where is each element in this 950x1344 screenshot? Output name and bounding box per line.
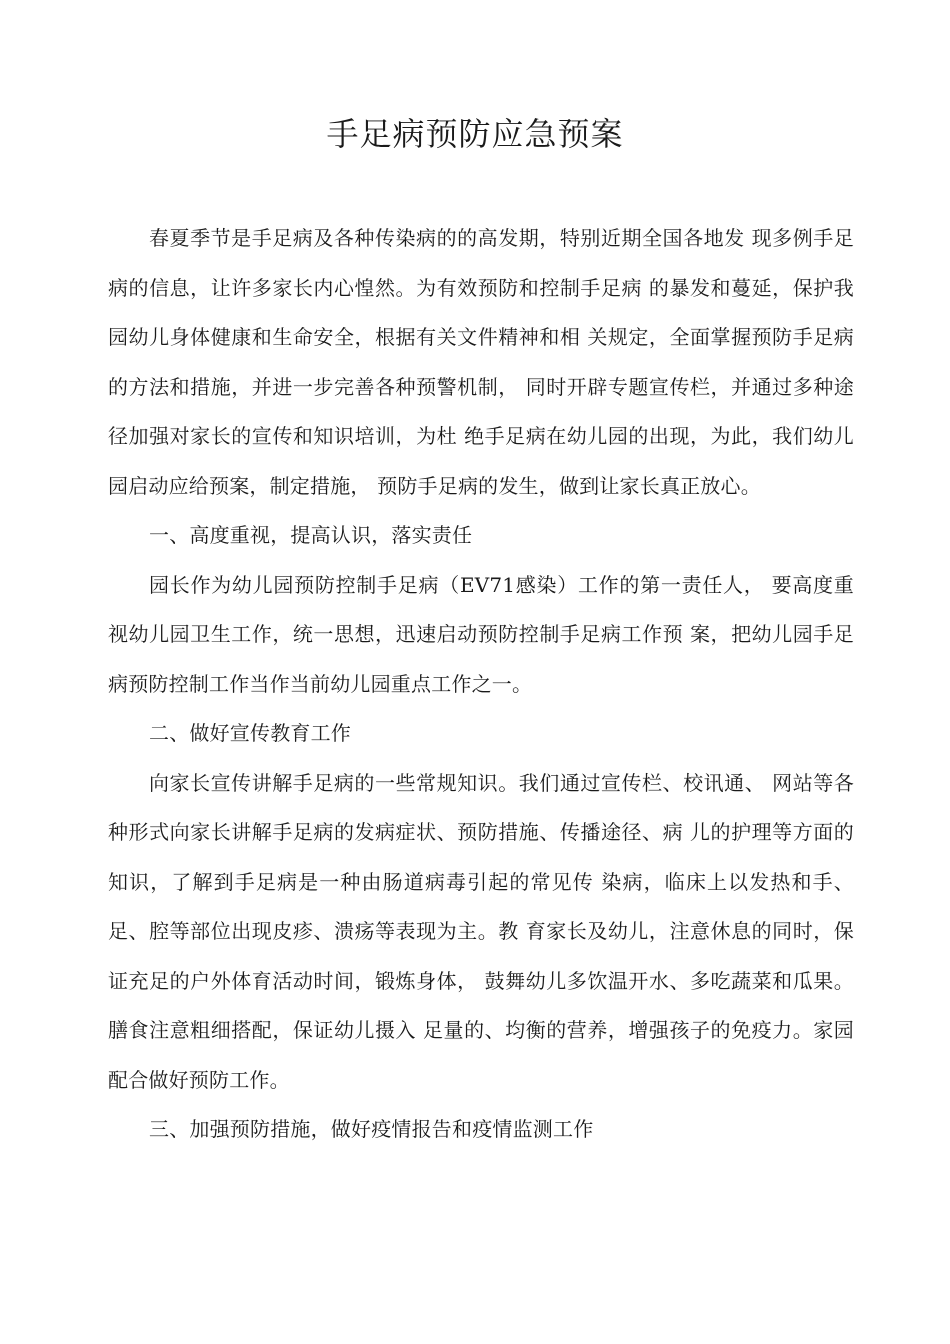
section-heading-3: 三、加强预防措施，做好疫情报告和疫情监测工作 — [149, 1117, 594, 1141]
section-heading-1: 一、高度重视，提高认识，落实责任 — [149, 523, 473, 547]
document-body — [108, 214, 854, 1155]
section-2-paragraph: 向家长宣传讲解手足病的一些常规知识。我们通过宣传栏、校讯通、 网站等各种形式向家长讲解手足病的发病症状、预防措施、传播途径、病 儿的护理等方面的知识，了解到手足病是一种由肠道病毒引起的常见传 染病，临床上以发热和手、足、腔等部位出现皮疹、溃疡等表现为主。教 育家长及幼儿，注意休息的同时，保证充足的户外体育活动时间，锻炼身体， 鼓舞幼儿多饮温开水、多吃蔬菜和瓜果。膳食注意粗细搭配，保证幼儿摄入 足量的、均衡的营养，增强孩子的免疫力。家园配合做好预防工作。 — [108, 770, 854, 1092]
section-1-paragraph: 园长作为幼儿园预防控制手足病（EV71感染）工作的第一责任人， 要高度重视幼儿园卫生工作，统一思想，迅速启动预防控制手足病工作预 案，把幼儿园手足病预防控制工作当作当前幼儿园重点工作之一。 — [108, 572, 854, 696]
document-title: 手足病预防应急预案 — [326, 115, 624, 153]
section-heading-2: 二、做好宣传教育工作 — [149, 721, 351, 745]
intro-paragraph: 春夏季节是手足病及各种传染病的的高发期，特别近期全国各地发 现多例手足病的信息，让许多家长内心惶然。为有效预防和控制手足病 的暴发和蔓延，保护我园幼儿身体健康和生命安全，根据有关文件精神和相 关规定，全面掌握预防手足病的方法和措施，并进一步完善各种预警机制， 同时开辟专题宣传栏，并通过多种途径加强对家长的宣传和知识培训，为杜 绝手足病在幼儿园的出现，为此，我们幼儿园启动应给预案，制定措施， 预防手足病的发生，做到让家长真正放心。 — [108, 226, 854, 498]
